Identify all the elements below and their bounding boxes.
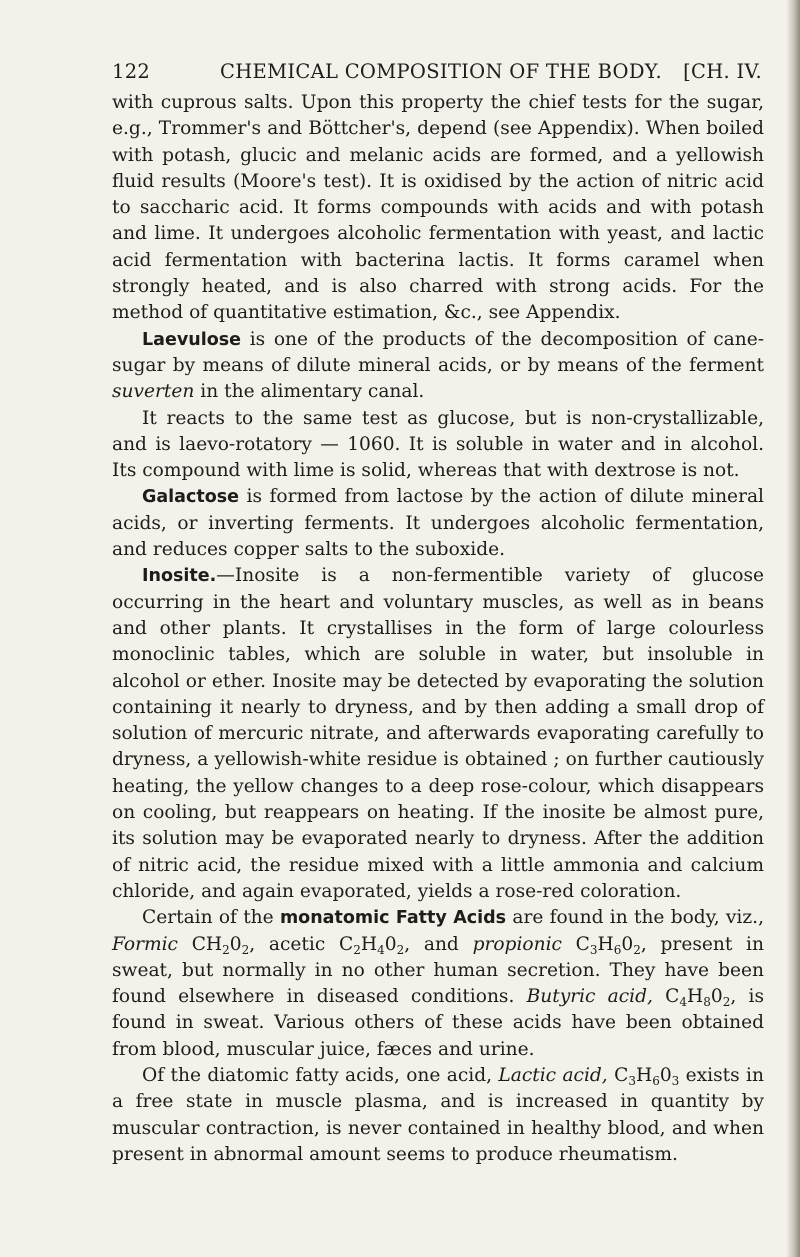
term-formic: Formic	[112, 933, 178, 955]
paragraph-galactose	[112, 484, 764, 563]
chapter-label: [CH. IV.	[683, 60, 762, 83]
formula-lactic	[614, 1065, 679, 1086]
subscript: 2	[353, 942, 361, 957]
subscript: 6	[652, 1073, 660, 1088]
text-segment: , acetic	[249, 933, 339, 955]
term-butyric-acid: Butyric acid,	[526, 986, 653, 1008]
subscript: 2	[722, 995, 731, 1010]
formula-propionic	[576, 934, 641, 955]
formula-part: C	[575, 933, 590, 955]
text-segment: Of the diatomic fatty acids, one acid,	[142, 1064, 499, 1086]
subscript: 3	[628, 1073, 636, 1088]
text-segment: , is found in sweat. Various others of these acids have been obtained from blood, muscular juice, fæces and urine.	[112, 986, 764, 1060]
subscript: 2	[633, 942, 641, 957]
subscript: 3	[589, 942, 598, 957]
text-segment: in the alimentary canal.	[194, 381, 425, 403]
text-segment: exists in a free state in muscle plasma, and is increased in quantity by muscular contraction, is never contained in healthy blood, and when present in abnormal amount seems to produce rheumatism.	[112, 1064, 764, 1165]
formula-part: 0	[659, 1064, 672, 1086]
formula-part: H	[635, 1064, 653, 1086]
term-propionic: propionic	[472, 933, 562, 955]
text-segment: Certain of the	[142, 907, 280, 929]
paragraph-lactic-acid	[112, 1063, 764, 1168]
subscript: 3	[671, 1073, 680, 1088]
heading-galactose: Galactose	[142, 487, 240, 508]
subscript: 4	[679, 995, 688, 1010]
paragraph-laevulose-reactions: It reacts to the same test as glucose, but is non-crystallizable, and is laevo-rotatory — 1060. It is soluble in water and in alcohol. Its compound with lime is solid, whereas that with dextrose is not.	[112, 407, 764, 482]
formula-part: H	[360, 933, 378, 955]
heading-laevulose: Laevulose	[142, 329, 242, 350]
term-suverten: suverten	[112, 381, 195, 403]
page-body	[112, 90, 764, 1168]
paragraph-cuprous-salts: with cuprous salts. Upon this property the chief tests for the sugar, e.g., Trommer's and Böttcher's, depend (see Appendix). When boiled with potash, glucic and melanic acids are formed, and a yellowish fluid results (Moore's test). It is oxidised by the action of nitric acid to saccharic acid. It forms compounds with acids and with potash and lime. It undergoes alcoholic fermentation with yeast, and lactic acid fermentation with bacterina lactis. It forms caramel when strongly heated, and is also charred with strong acids. For the method of quantitative estimation, &c., see Appendix.	[112, 92, 764, 324]
term-lactic-acid: Lactic acid,	[498, 1064, 608, 1086]
text-segment: is formed from lactose by the action of dilute mineral acids, or inverting ferments. It undergoes alcoholic fermentation, and reduces copper salts to the suboxide.	[112, 486, 764, 561]
subscript: 6	[613, 942, 622, 957]
formula-part: C	[665, 986, 680, 1008]
paragraph-fatty-acids	[112, 905, 764, 1063]
formula-formic	[192, 934, 250, 955]
page-edge-shadow	[786, 0, 800, 1257]
running-title: CHEMICAL COMPOSITION OF THE BODY.	[220, 60, 662, 83]
formula-part: C	[614, 1064, 629, 1086]
text-segment: is one of the products of the decomposition of cane-sugar by means of dilute mineral acids, or by means of the ferment	[112, 328, 764, 376]
subscript: 8	[703, 995, 711, 1010]
text-segment: —Inosite is a non-fermentible variety of glucose occurring in the heart and voluntary muscles, as well as in beans and other plants. It crystallises in the form of large colourless monoclinic tables, which are soluble in water, but insoluble in alcohol or ether. Inosite may be detected by evaporating the solution containing it nearly to dryness, and by then adding a small drop of solution of mercuric nitrate, and afterwards evaporating carefully to dryness, a yellowish-white residue is obtained ; on further cautiously heating, the yellow changes to a deep rose-colour, which disappears on cooling, but reappears on heating. If the inosite be almost pure, its solution may be evaporated nearly to dryness. After the addition of nitric acid, the residue mixed with a little ammonia and calcium chloride, and again evaporated, yields a rose-red coloration.	[112, 565, 764, 902]
subscript: 2	[396, 942, 405, 957]
heading-fatty-acids: monatomic Fatty Acids	[279, 908, 507, 929]
formula-part: 0	[710, 986, 723, 1008]
formula-part: 0	[384, 933, 397, 955]
formula-part: 0	[621, 933, 634, 955]
formula-part: C	[339, 933, 354, 955]
page-number: 122	[112, 60, 151, 83]
text-segment: are found in the body, viz.,	[506, 907, 764, 929]
text-segment: , and	[404, 933, 473, 955]
text-segment: , present in sweat, but normally in no other human secretion. They have been found elsewhere in diseased conditions.	[112, 933, 764, 1008]
heading-inosite: Inosite.	[142, 566, 217, 587]
subscript: 2	[241, 942, 250, 957]
formula-part: H	[687, 986, 704, 1008]
formula-part: H	[597, 933, 614, 955]
paragraph-laevulose	[112, 327, 764, 406]
formula-part: 0	[229, 933, 242, 955]
formula-acetic	[339, 934, 404, 955]
subscript: 2	[222, 942, 230, 957]
paragraph-inosite	[112, 563, 764, 905]
formula-part: CH	[191, 933, 223, 955]
running-header	[112, 60, 762, 83]
subscript: 4	[377, 942, 385, 957]
formula-butyric	[665, 986, 731, 1010]
